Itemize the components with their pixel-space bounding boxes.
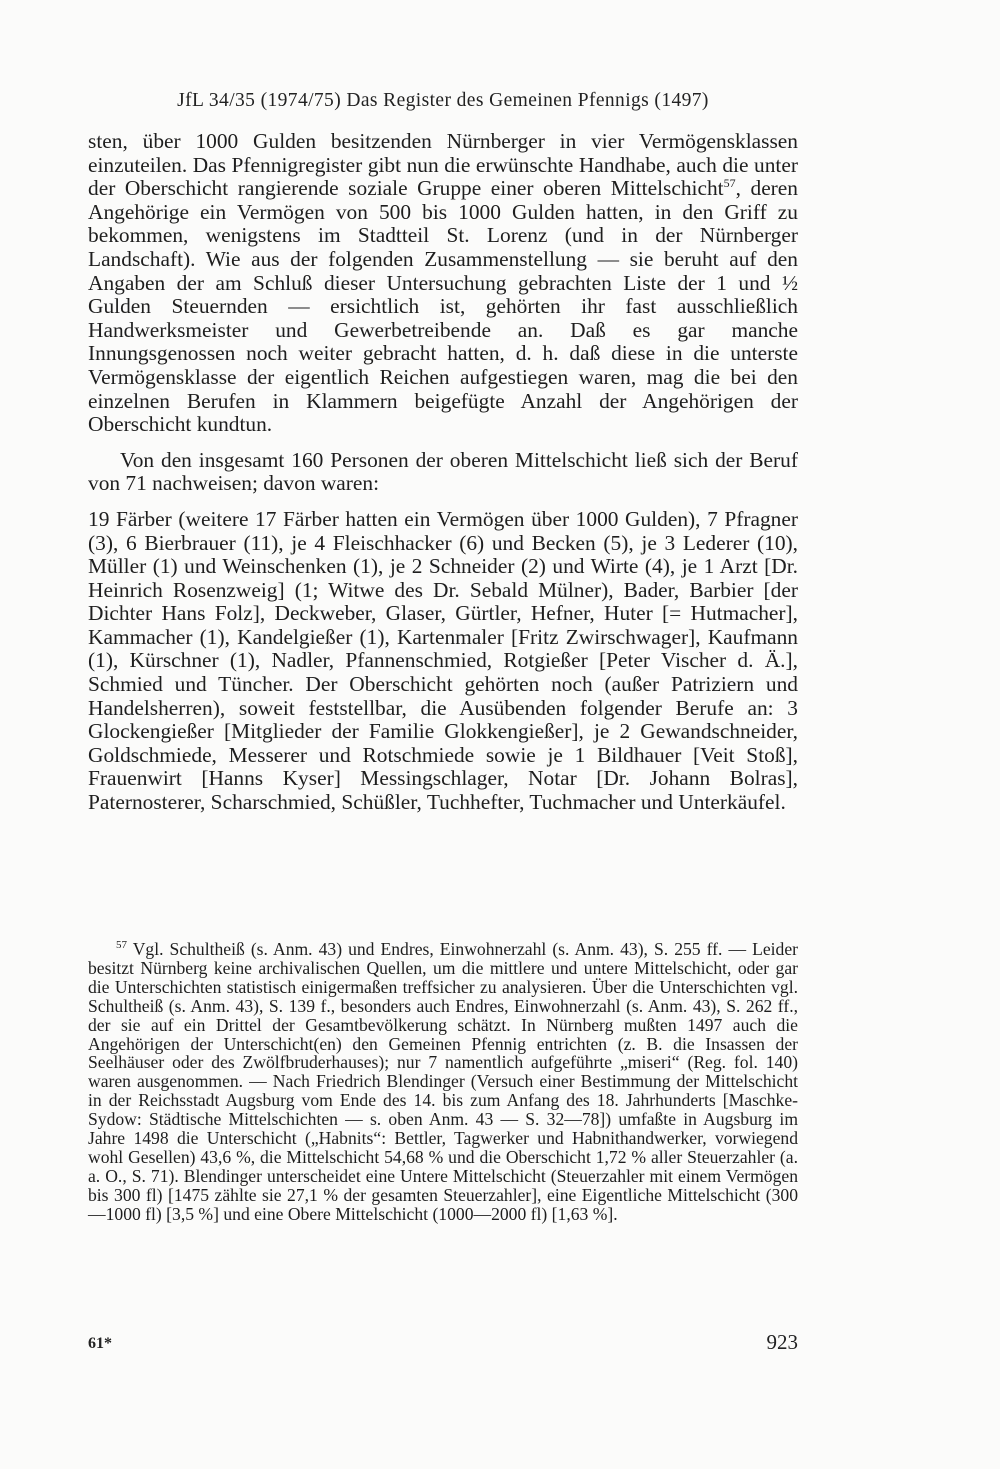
paragraph-1-part-a: sten, über 1000 Gulden besitzenden Nürnberger in vier Vermögensklassen einzuteilen. Das Pfennigregister gibt nun die erwünschte Handhabe, auch die unter der Oberschicht rangierende soziale Gruppe einer oberen Mittelschicht xyxy=(88,129,798,201)
footnote-57 xyxy=(88,940,798,1224)
paragraph-2: Von den insgesamt 160 Personen der oberen Mittelschicht ließ sich der Beruf von 71 nachweisen; davon waren: xyxy=(88,447,798,496)
paragraph-1-part-b: , deren Angehörige ein Vermögen von 500 bis 1000 Gulden hatten, in den Griff zu bekommen, wenigstens im Stadtteil St. Lorenz (und in der Nürnberger Landschaft). Wie aus der folgenden Zusammenstellung — sie beruht auf den Angaben der am Schluß dieser Untersuchung gebrachten Liste der 1 und ½ Gulden Steuernden — ersichtlich ist, gehörten ihr fast ausschließlich Handwerksmeister und Gewerbetreibende an. Daß es gar manche Innungsgenossen noch weiter gebracht hatten, d. h. daß diese in die unterste Vermögensklasse der eigentlich Reichen aufgestiegen waren, mag die bei den einzelnen Berufen in Klammern beigefügte Anzahl der Angehörigen der Oberschicht kundtun. xyxy=(88,176,798,437)
footnote-block xyxy=(88,940,798,1224)
signature-mark: 61* xyxy=(88,1335,112,1352)
paragraph-1 xyxy=(88,130,798,437)
running-head: JfL 34/35 (1974/75) Das Register des Gemeinen Pfennigs (1497) xyxy=(177,90,709,111)
body-text xyxy=(88,130,798,815)
footnote-text: Vgl. Schultheiß (s. Anm. 43) und Endres, Einwohnerzahl (s. Anm. 43), S. 255 ff. — Leider besitzt Nürnberg keine archivalischen Quellen, um die mittlere und untere Mittelschicht, oder gar die Unterschichten statistisch einigermaßen treffsicher zu analysieren. Über die Unterschichten vgl. Schultheiß (s. Anm. 43), S. 139 f., besonders auch Endres, Einwohnerzahl (s. Anm. 43), S. 262 ff., der sie auf ein Drittel der Gesamtbevölkerung schätzt. In Nürnberg mußten 1497 auch die Angehörigen der Unterschicht(en) den Gemeinen Pfennig entrichten (z. B. die Insassen der Seelhäuser oder des Zwölfbruderhauses); nur 7 namentlich aufgeführte „miseri“ (Reg. fol. 140) waren ausgenommen. — Nach Friedrich Blendinger (Versuch einer Bestimmung der Mittelschicht in der Reichsstadt Augsburg vom Ende des 14. bis zum Anfang des 18. Jahrhunderts [Maschke-Sydow: Städtische Mittelschichten — s. oben Anm. 43 — S. 32—78]) umfaßte in Augsburg im Jahre 1498 die Unterschicht („Habnits“: Bettler, Tagwerker und Habnithandwerker, vorwiegend wohl Gesellen) 43,6 %, die Mittelschicht 54,68 % und die Oberschicht 1,72 % aller Steuerzahler (a. a. O., S. 71). Blendinger unterscheidet eine Untere Mittelschicht (Steuerzahler mit einem Vermögen bis 300 fl) [1475 zählte sie 27,1 % der gesamten Steuerzahler], eine Eigentliche Mittelschicht (300—1000 fl) [3,5 %] und eine Obere Mittelschicht (1000—2000 fl) [1,63 %]. xyxy=(88,939,798,1224)
paragraph-3: 19 Färber (weitere 17 Färber hatten ein Vermögen über 1000 Gulden), 7 Pfragner (3), 6 Bierbrauer (11), je 4 Fleischhacker (6) und Becken (5), je 3 Lederer (10), Müller (1) und Weinschenken (1), je 2 Schneider (2) und Wirte (4), je 1 Arzt [Dr. Heinrich Rosenzweig] (1; Witwe des Dr. Sebald Mülner), Bader, Barbier [der Dichter Hans Folz], Deckweber, Glaser, Gürtler, Hefner, Huter [= Hutmacher], Kammacher (1), Kandelgießer (1), Kartenmaler [Fritz Zwirschwager], Kaufmann (1), Kürschner (1), Nadler, Pfannenschmied, Rotgießer [Peter Vischer d. Ä.], Schmied und Tüncher. Der Oberschicht gehörten noch (außer Patriziern und Handelsherren), soweit feststellbar, die Ausübenden folgender Berufe an: 3 Glockengießer [Mitglieder der Familie Glokkengießer], je 2 Gewandschneider, Goldschmiede, Messerer und Rotschmiede sowie je 1 Bildhauer [Veit Stoß], Frauenwirt [Hanns Kyser] Messingschlager, Notar [Dr. Johann Bolras], Paternosterer, Scharschmied, Schüßler, Tuchhefter, Tuchmacher und Unterkäufel. xyxy=(88,506,798,815)
page-number: 923 xyxy=(766,1330,798,1354)
footnote-mark: 57 xyxy=(116,939,127,952)
footnote-reference: 57 xyxy=(723,176,736,191)
